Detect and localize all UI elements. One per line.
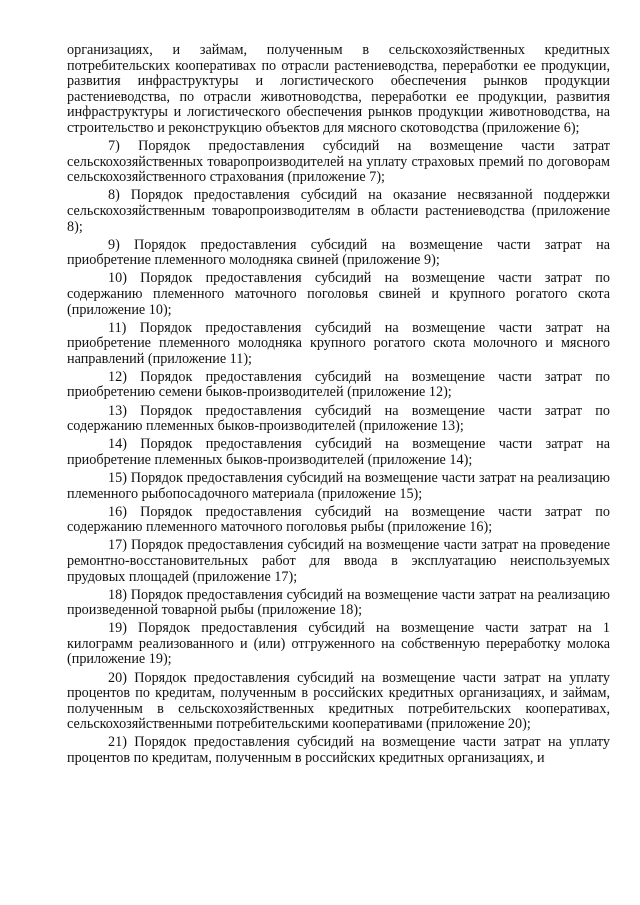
paragraph-item-19: 19) Порядок предоставления субсидий на возмещение части затрат на 1 килограмм реализованного и (или) отгруженного на собственную переработку молока (приложение 19); — [67, 620, 610, 668]
paragraph-item-13: 13) Порядок предоставления субсидий на возмещение части затрат по содержанию племенных быков-производителей (приложение 13); — [67, 402, 610, 435]
paragraph-item-11: 11) Порядок предоставления субсидий на возмещение части затрат на приобретение племенного молодняка крупного рогатого скота молочного и мясного направлений (приложение 11); — [67, 319, 610, 367]
document-page — [67, 43, 610, 769]
paragraph-item-8: 8) Порядок предоставления субсидий на оказание несвязанной поддержки сельскохозяйственным товаропроизводителям в области растениеводства (приложение 8); — [67, 187, 610, 235]
paragraph-item-18: 18) Порядок предоставления субсидий на возмещение части затрат на реализацию произведенной товарной рыбы (приложение 18); — [67, 586, 610, 619]
paragraph-item-14: 14) Порядок предоставления субсидий на возмещение части затрат на приобретение племенных быков-производителей (приложение 14); — [67, 436, 610, 468]
paragraph-item-20: 20) Порядок предоставления субсидий на возмещение части затрат на уплату процентов по кредитам, полученным в российских кредитных организациях, и займам, полученным в сельскохозяйственных кредитных потребительских кооперативах, сельскохозяйственными потребительскими кооперативами (приложение 20); — [67, 669, 610, 733]
paragraph-item-7: 7) Порядок предоставления субсидий на возмещение части затрат сельскохозяйственных товаропроизводителей на уплату страховых премий по договорам сельскохозяйственного страхования (приложение 7); — [67, 138, 610, 186]
paragraph-appendix-6-continuation: организациях, и займам, полученным в сельскохозяйственных кредитных потребительских кооперативах по отрасли растениеводства, переработки ее продукции, развития инфраструктуры и логистического обеспечения рынков продукции растениеводства, по отрасли животноводства, переработки ее продукции, развития инфраструктуры и логистического обеспечения рынков продукции животноводства, на строительство и реконструкцию объектов для мясного скотоводства (приложение 6); — [67, 42, 610, 136]
paragraph-item-9: 9) Порядок предоставления субсидий на возмещение части затрат на приобретение племенного молодняка свиней (приложение 9); — [67, 236, 610, 269]
paragraph-item-10: 10) Порядок предоставления субсидий на возмещение части затрат по содержанию племенного маточного поголовья свиней и крупного рогатого скота (приложение 10); — [67, 270, 610, 318]
paragraph-item-15: 15) Порядок предоставления субсидий на возмещение части затрат на реализацию племенного рыбопосадочного материала (приложение 15); — [67, 469, 610, 502]
paragraph-item-17: 17) Порядок предоставления субсидий на возмещение части затрат на проведение ремонтно-восстановительных работ для ввода в эксплуатацию неиспользуемых прудовых площадей (приложение 17); — [67, 537, 610, 585]
paragraph-item-16: 16) Порядок предоставления субсидий на возмещение части затрат по содержанию племенного маточного поголовья рыбы (приложение 16); — [67, 503, 610, 536]
paragraph-item-21: 21) Порядок предоставления субсидий на возмещение части затрат на уплату процентов по кредитам, полученным в российских кредитных организациях, и — [67, 734, 610, 767]
paragraph-item-12: 12) Порядок предоставления субсидий на возмещение части затрат по приобретению семени быков-производителей (приложение 12); — [67, 368, 610, 401]
